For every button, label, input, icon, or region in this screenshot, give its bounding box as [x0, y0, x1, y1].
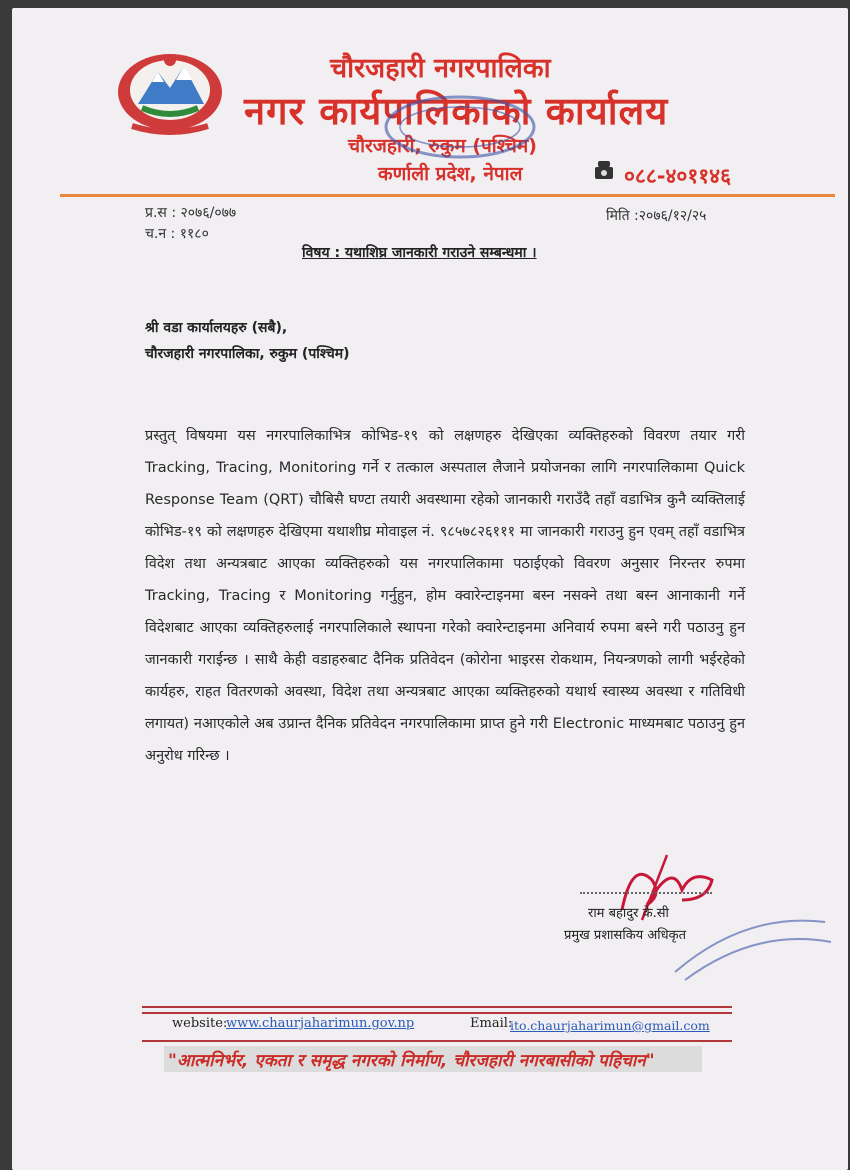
- officer-stamp: [665, 902, 835, 984]
- recipient-line-1: श्री वडा कार्यालयहरु (सबै),: [145, 320, 288, 336]
- nepal-emblem-logo: [112, 42, 228, 138]
- website-label: website:: [172, 1016, 228, 1031]
- org-name-line: चौरजहारी नगरपालिका: [330, 53, 551, 84]
- location-line: चौरजहारी, रुकुम (पश्चिम): [348, 135, 537, 157]
- reference-ps: प्र.स : २०७६/०७७: [145, 205, 237, 221]
- phone-number: ०८८-४०११४६: [624, 164, 731, 188]
- office-name-line: नगर कार्यपालिकाको कार्यालय: [244, 89, 669, 133]
- reference-cn: च.न : ११८०: [145, 226, 209, 242]
- header-divider: [60, 194, 835, 197]
- signature-line: [580, 892, 712, 894]
- footer-divider-top: [142, 1006, 732, 1008]
- recipient-line-2: चौरजहारी नगरपालिका, रुकुम (पश्चिम): [145, 346, 350, 362]
- office-stamp: [380, 92, 540, 162]
- letter-body: प्रस्तुत् विषयमा यस नगरपालिकाभित्र कोभिड-१९ को लक्षणहरु देखिएका व्यक्तिहरुको विवरण तयार गरी Tracking, Tracing, Monitoring गर्ने र तत्काल अस्पताल लैजाने प्रयोजनका लागि नगरपालिकामा Quick Response Team (QRT) चौबिसै घण्टा तयारी अवस्थामा रहेको जानकारी गराउँदै तहाँ वडाभित्र कुनै व्यक्तिलाई कोभिड-१९ को लक्षणहरु देखिएमा यथाशीघ्र मोवाइल नं. ९८५७८२६१११ मा जानकारी गराउनु हुन एवम् तहाँ वडाभित्र विदेश तथा अन्यत्रबाट आएका व्यक्तिहरुको यस नगरपालिकामा पठाईएको विवरण अनुसार निरन्तर रुपमा Tracking, Tracing र Monitoring गर्नुहुन, होम क्वारेन्टाइनमा बस्न नसक्ने तथा बस्न आनाकानी गर्ने विदेशबाट आएका व्यक्तिहरुलाई नगरपालिकाले स्थापना गरेको क्वारेन्टाइनमा अनिवार्य रुपमा बस्ने गरी पठाउनु हुन जानकारी गराईन्छ । साथै केही वडाहरुबाट दैनिक प्रतिवेदन (कोरोना भाइरस रोकथाम, नियन्त्रणको लागी भईरहेको कार्यहरु, राहत वितरणको अवस्था, विदेश तथा अन्यत्रबाट आएका व्यक्तिहरुको यथार्थ स्वास्थ्य अवस्था र गतिविधी लगायत) नआएकोले अब उप्रान्त दैनिक प्रतिवेदन नगरपालिकामा प्राप्त हुने गरी Electronic माध्यमबाट पठाउनु हुन अनुरोध गरिन्छ ।: [145, 428, 745, 764]
- signatory-name: राम बहादुर के.सी: [588, 906, 669, 921]
- email-link[interactable]: ito.chaurjaharimun@gmail.com: [510, 1018, 710, 1033]
- slogan-text: "आत्मनिर्भर, एकता र समृद्ध नगरको निर्माण, चौरजहारी नगरबासीको पहिचान": [168, 1051, 655, 1071]
- letter-subject: विषय : यथाशिघ्र जानकारी गराउने सम्बन्धमा ।: [302, 245, 537, 261]
- province-line: कर्णाली प्रदेश, नेपाल: [378, 163, 523, 185]
- signatory-title: प्रमुख प्रशासकिय अधिकृत: [564, 928, 687, 943]
- telephone-icon: [592, 158, 616, 182]
- letter-date: मिति :२०७६/१२/२५: [606, 208, 707, 224]
- footer-divider-bottom: [142, 1040, 732, 1042]
- footer-divider-top-2: [142, 1012, 732, 1014]
- website-link[interactable]: www.chaurjaharimun.gov.np: [226, 1016, 415, 1031]
- email-label: Email:: [470, 1016, 513, 1031]
